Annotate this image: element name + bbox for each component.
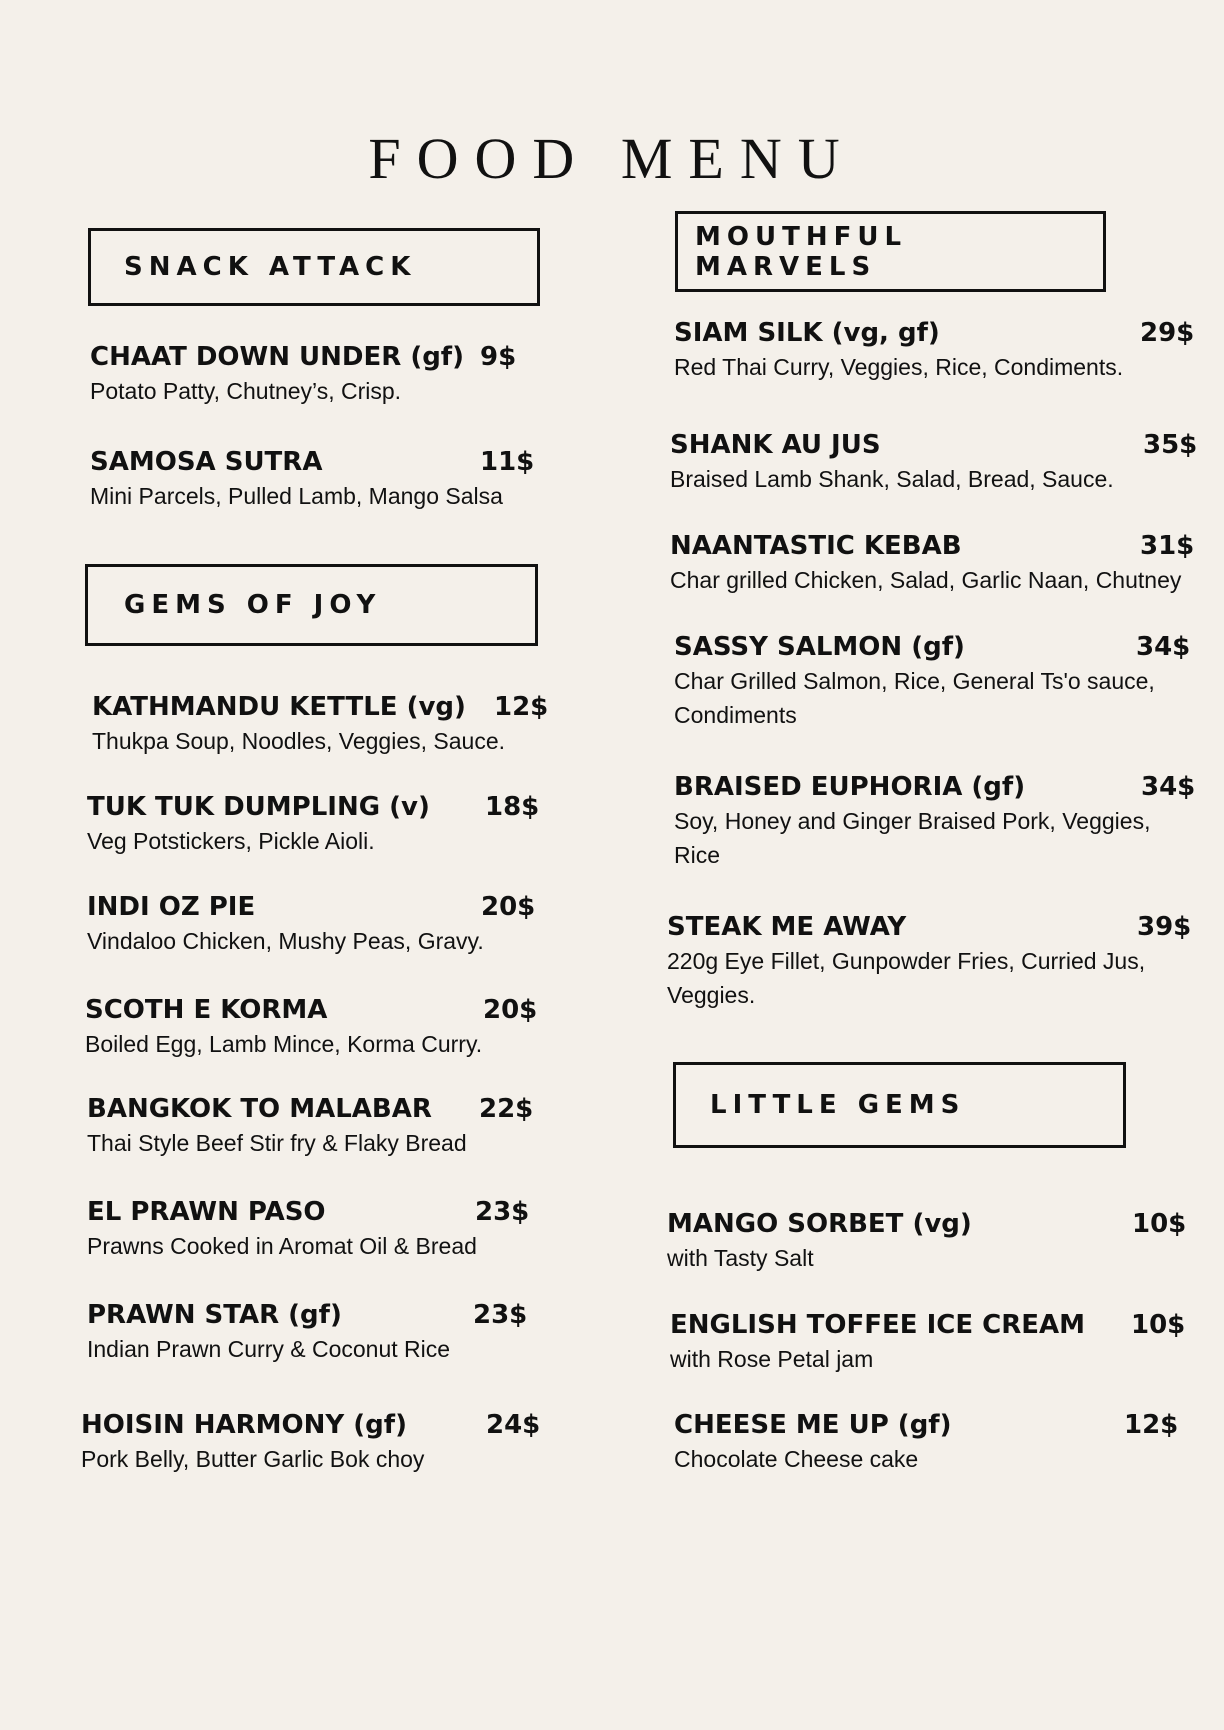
item-name: STEAK ME AWAY — [667, 912, 907, 942]
item-price: 20$ — [483, 995, 538, 1025]
section-heading: SNACK ATTACK — [124, 252, 417, 282]
section-snack-attack — [88, 228, 540, 306]
section-heading: LITTLE GEMS — [710, 1090, 966, 1120]
item-description: Veg Potstickers, Pickle Aioli. — [87, 828, 375, 854]
item-name: EL PRAWN PASO — [87, 1197, 326, 1227]
item-description: Potato Patty, Chutney’s, Crisp. — [90, 378, 402, 404]
item-name: SIAM SILK (vg, gf) — [674, 318, 940, 348]
item-name: INDI OZ PIE — [87, 892, 256, 922]
section-little-gems — [673, 1062, 1126, 1148]
item-price: 24$ — [486, 1410, 541, 1440]
item-price: 34$ — [1136, 632, 1191, 662]
item-name: SAMOSA SUTRA — [90, 447, 323, 477]
item-description: Char Grilled Salmon, Rice, General Ts'o sauce, Condiments — [674, 668, 1155, 728]
item-description: Char grilled Chicken, Salad, Garlic Naan, Chutney — [670, 567, 1182, 593]
item-name: CHEESE ME UP (gf) — [674, 1410, 952, 1440]
item-name: SCOTH E KORMA — [85, 995, 328, 1025]
item-name: KATHMANDU KETTLE (vg) — [92, 692, 466, 722]
item-description: Red Thai Curry, Veggies, Rice, Condiments. — [674, 354, 1124, 380]
section-heading: GEMS OF JOY — [124, 590, 382, 620]
item-description: 220g Eye Fillet, Gunpowder Fries, Curried Jus, Veggies. — [667, 948, 1146, 1008]
item-price: 23$ — [475, 1197, 530, 1227]
item-price: 10$ — [1131, 1310, 1186, 1340]
item-description: Pork Belly, Butter Garlic Bok choy — [81, 1446, 425, 1472]
item-price: 9$ — [480, 342, 517, 372]
item-name: SASSY SALMON (gf) — [674, 632, 965, 662]
section-heading: MOUTHFUL MARVELS — [695, 221, 908, 282]
item-description: Mini Parcels, Pulled Lamb, Mango Salsa — [90, 483, 503, 509]
item-description: Thai Style Beef Stir fry & Flaky Bread — [87, 1130, 467, 1156]
item-description: Soy, Honey and Ginger Braised Pork, Veggies, Rice — [674, 808, 1151, 868]
item-description: Prawns Cooked in Aromat Oil & Bread — [87, 1233, 477, 1259]
item-price: 31$ — [1140, 531, 1195, 561]
item-name: NAANTASTIC KEBAB — [670, 531, 962, 561]
item-description: Braised Lamb Shank, Salad, Bread, Sauce. — [670, 466, 1114, 492]
item-description: Chocolate Cheese cake — [674, 1446, 919, 1472]
item-name: SHANK AU JUS — [670, 430, 881, 460]
item-price: 10$ — [1132, 1209, 1187, 1239]
item-price: 35$ — [1143, 430, 1198, 460]
item-description: with Tasty Salt — [667, 1245, 814, 1271]
item-description: Boiled Egg, Lamb Mince, Korma Curry. — [85, 1031, 483, 1057]
item-price: 18$ — [485, 792, 540, 822]
item-price: 29$ — [1140, 318, 1195, 348]
item-name: BRAISED EUPHORIA (gf) — [674, 772, 1026, 802]
item-description: Indian Prawn Curry & Coconut Rice — [87, 1336, 451, 1362]
item-price: 34$ — [1141, 772, 1196, 802]
item-name: BANGKOK TO MALABAR — [87, 1094, 432, 1124]
item-price: 20$ — [481, 892, 536, 922]
item-price: 11$ — [480, 447, 535, 477]
item-name: PRAWN STAR (gf) — [87, 1300, 342, 1330]
item-price: 22$ — [479, 1094, 534, 1124]
item-name: HOISIN HARMONY (gf) — [81, 1410, 407, 1440]
item-price: 39$ — [1137, 912, 1192, 942]
section-gems-of-joy — [85, 564, 538, 646]
item-name: MANGO SORBET (vg) — [667, 1209, 972, 1239]
page-title: FOOD MENU — [368, 126, 856, 191]
item-name: CHAAT DOWN UNDER (gf) — [90, 342, 465, 372]
item-price: 12$ — [1124, 1410, 1179, 1440]
item-name: TUK TUK DUMPLING (v) — [87, 792, 430, 822]
item-description: Thukpa Soup, Noodles, Veggies, Sauce. — [92, 728, 506, 754]
item-description: Vindaloo Chicken, Mushy Peas, Gravy. — [87, 928, 484, 954]
item-description: with Rose Petal jam — [670, 1346, 874, 1372]
item-name: ENGLISH TOFFEE ICE CREAM — [670, 1310, 1085, 1340]
section-mouthful-marvels — [675, 211, 1106, 292]
item-price: 12$ — [494, 692, 549, 722]
item-price: 23$ — [473, 1300, 528, 1330]
